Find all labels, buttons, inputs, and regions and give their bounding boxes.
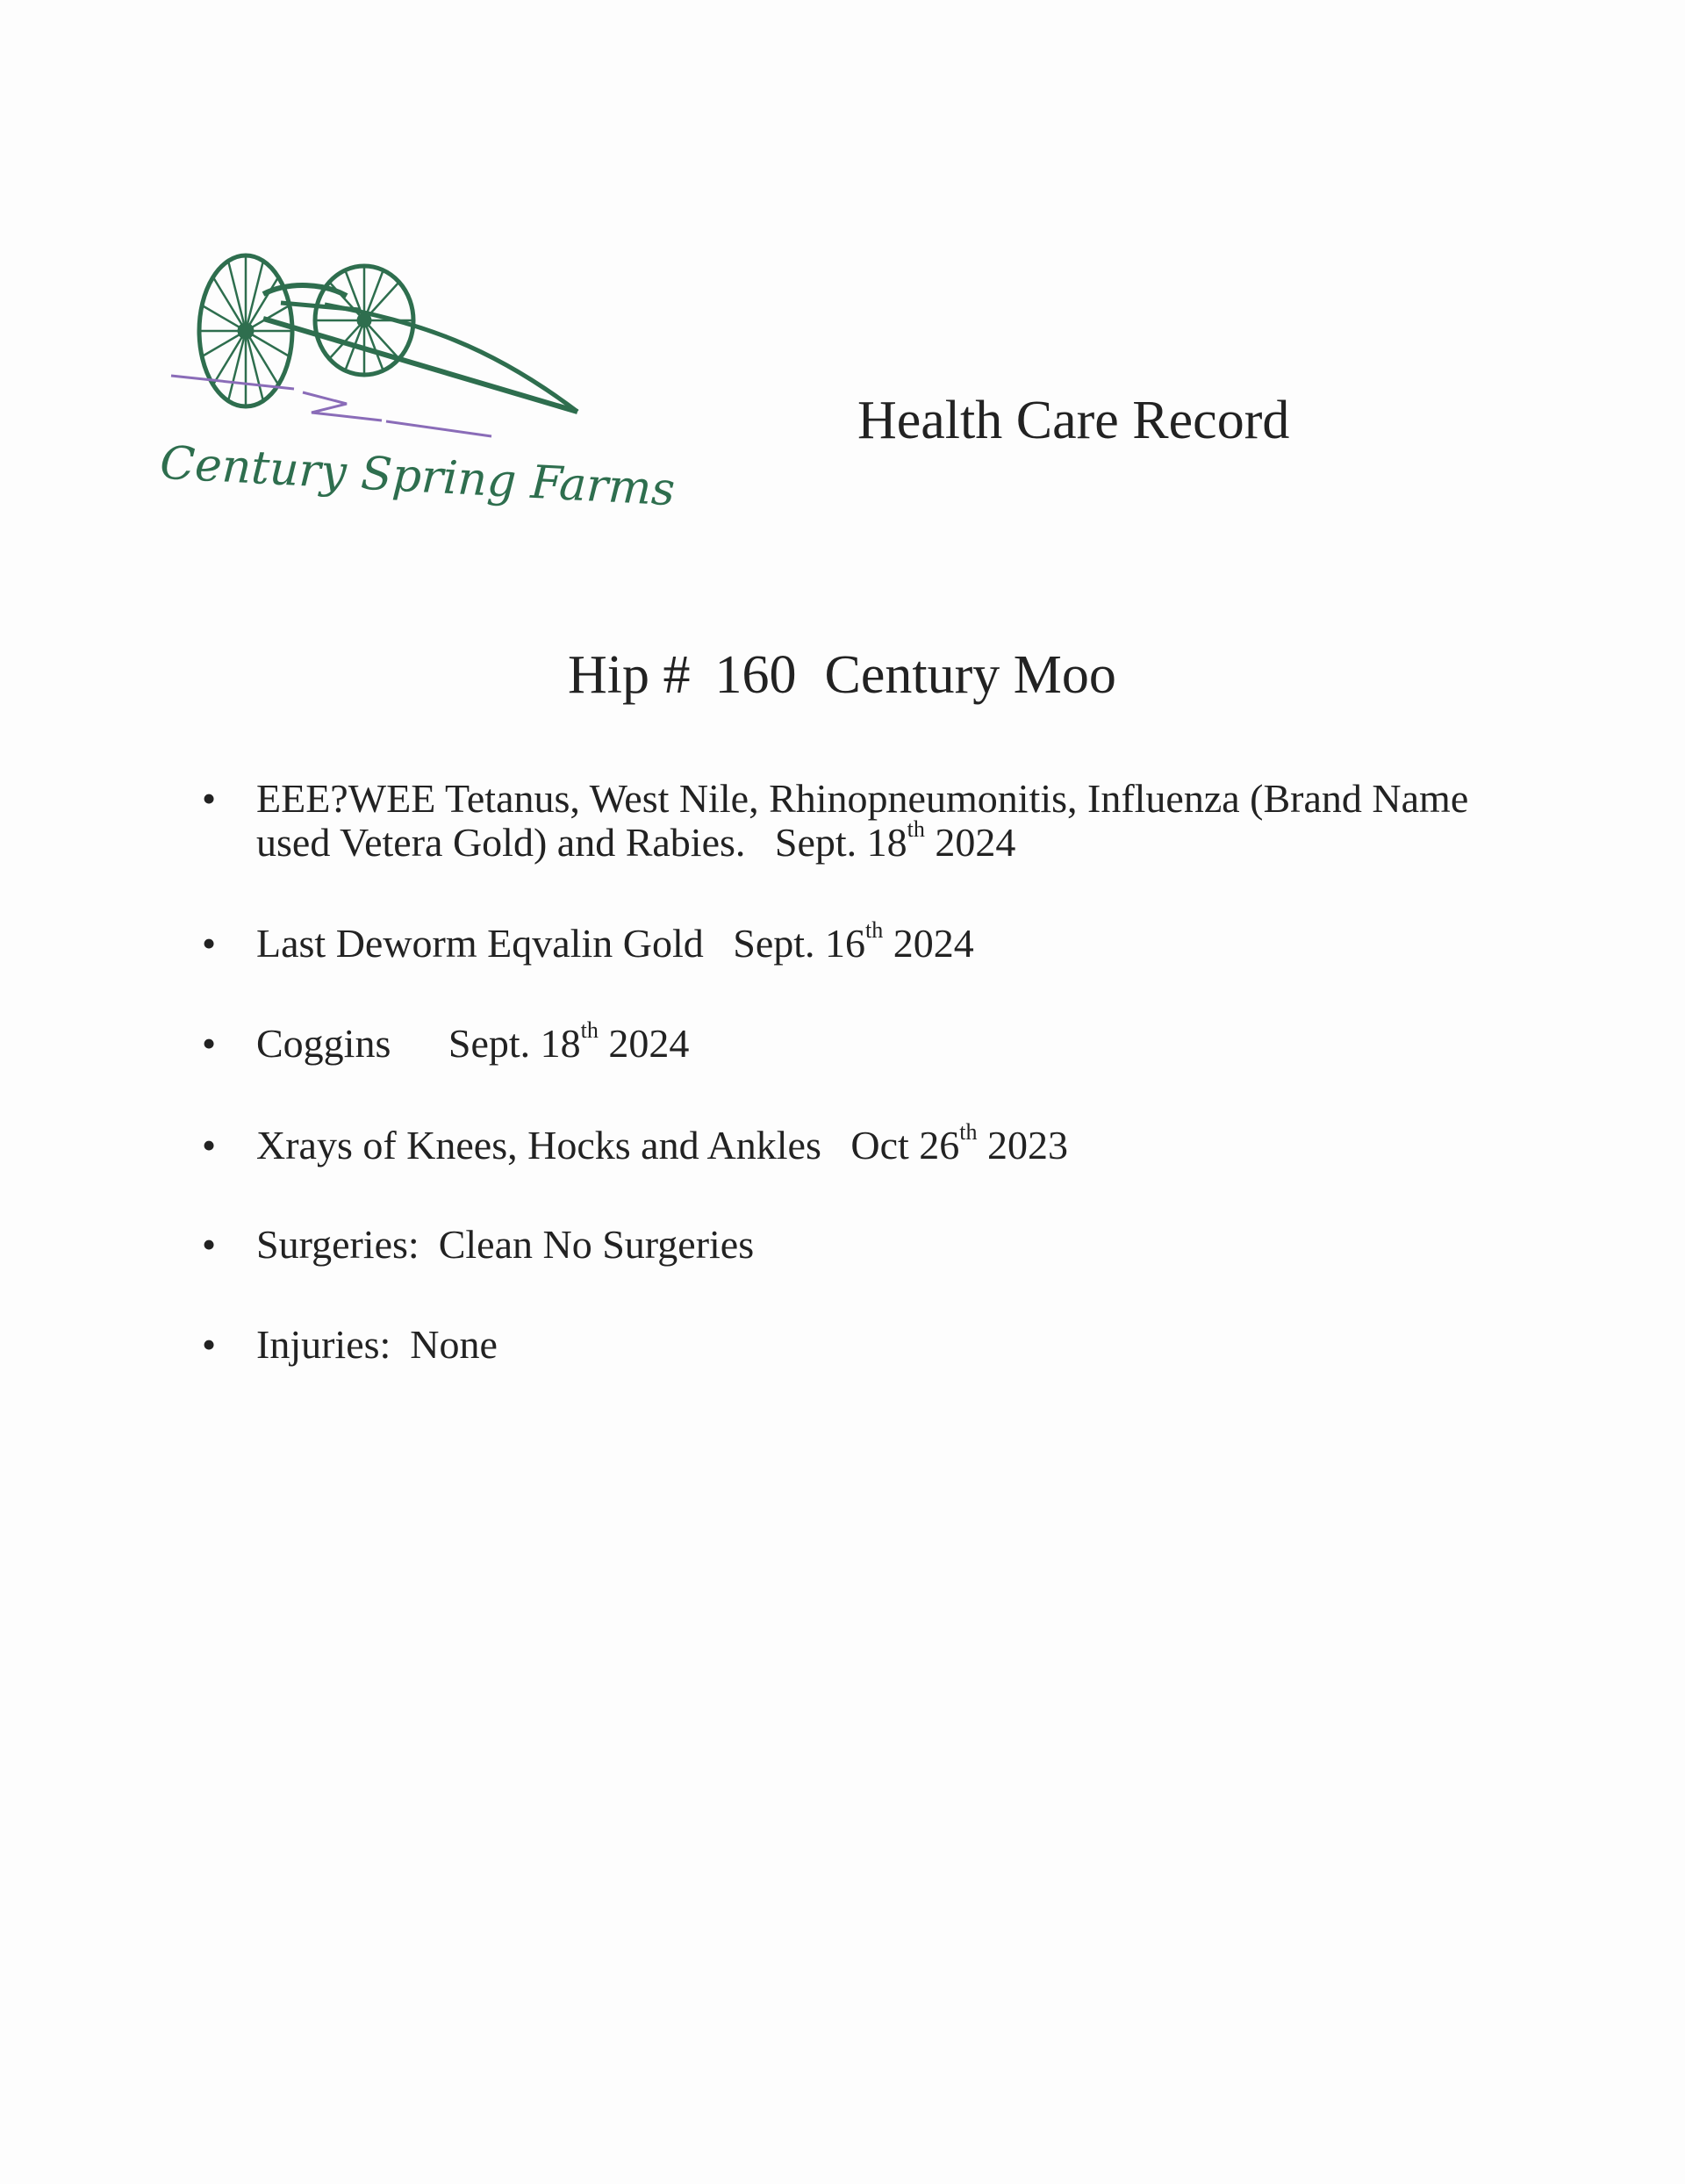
record-date: Sept. 18th 2024 (448, 1017, 690, 1066)
century-spring-farms-logo (158, 241, 677, 540)
bullet-icon: • (202, 776, 217, 821)
record-value: None (410, 1322, 498, 1367)
record-text: EEE?WEE Tetanus, West Nile, Rhinopneumonitis, Influenza (Brand Name used Vetera Gold) and Rabies. (256, 776, 1469, 865)
bullet-icon: • (202, 1322, 217, 1367)
horse-heading (568, 645, 1116, 705)
hip-label: Hip # (568, 645, 691, 705)
logo-wordmark: Century Spring Farms (158, 436, 677, 517)
document-title: Health Care Record (857, 391, 1290, 450)
bullet-icon: • (202, 1021, 217, 1066)
record-value: Clean No Surgeries (438, 1222, 755, 1267)
record-date: Sept. 18th 2024 (774, 816, 1016, 865)
record-date: Oct 26th 2023 (850, 1119, 1069, 1167)
horse-name: Century Moo (824, 645, 1116, 705)
bullet-icon: • (202, 921, 217, 966)
record-text: Last Deworm Eqvalin Gold (256, 921, 704, 966)
record-text: Xrays of Knees, Hocks and Ankles (256, 1123, 821, 1167)
record-date: Sept. 16th 2024 (733, 917, 974, 966)
record-text: Coggins (256, 1021, 391, 1066)
hip-number: 160 (714, 645, 797, 705)
record-label: Injuries: (256, 1322, 391, 1367)
cart-wheel-icon (158, 241, 632, 452)
bullet-icon: • (202, 1222, 217, 1267)
bullet-icon: • (202, 1123, 217, 1167)
record-label: Surgeries: (256, 1222, 419, 1267)
